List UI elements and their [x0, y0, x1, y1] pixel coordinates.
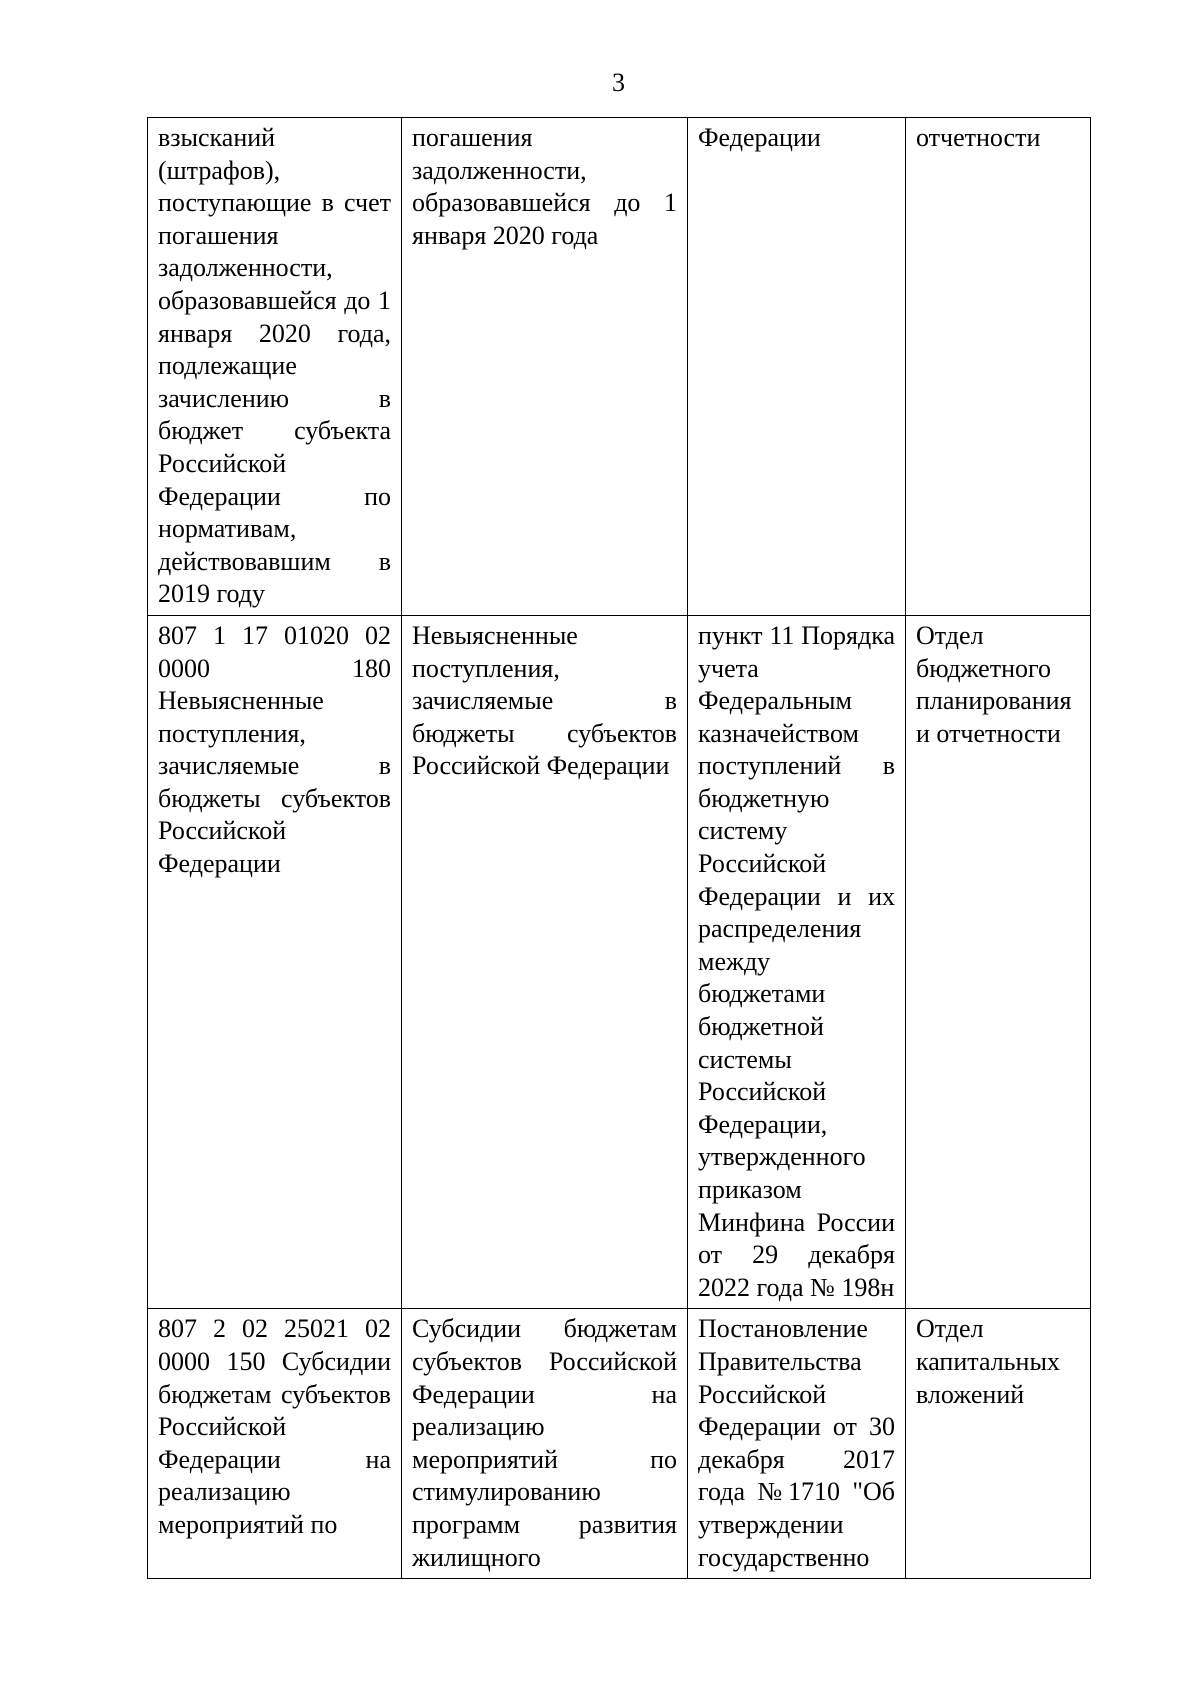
cell-text: Субсидии бюджетам субъектов Российской Федерации на реализацию мероприятий по стимулированию программ развития жилищного [412, 1314, 677, 1572]
cell-text: Отдел бюджетного планирования и отчетности [916, 620, 1072, 748]
cell-text: Невыясненные поступления, зачисляемые в бюджеты субъектов Российской Федерации [412, 620, 677, 781]
cell-text: Отдел капитальных вложений [916, 1314, 1060, 1409]
table-row [148, 1309, 1091, 1579]
budget-codes-table [147, 117, 1091, 1579]
table-cell [148, 118, 402, 616]
table-cell [906, 118, 1091, 616]
table-cell [906, 615, 1091, 1308]
table-cell [402, 118, 688, 616]
table-cell [906, 1309, 1091, 1579]
cell-text: отчетности [916, 123, 1041, 152]
cell-text: Федерации [698, 123, 821, 152]
cell-text: взысканий (штрафов), поступающие в счет погашения задолженности, образовавшейся до 1 января 2020 года, подлежащие зачислению в бюджет субъекта Российской Федерации по нормативам, действовавшим в 2019 году [158, 123, 391, 609]
cell-text: погашения задолженности, образовавшейся до 1 января 2020 года [412, 123, 677, 250]
cell-text: Постановление Правительства Российской Федерации от 30 декабря 2017 года №1710 "Об утверждении государственно [698, 1314, 895, 1572]
table-cell [148, 615, 402, 1308]
table-cell [148, 1309, 402, 1579]
table-cell [402, 1309, 688, 1579]
table-row [148, 118, 1091, 616]
page-number: 3 [612, 68, 625, 97]
cell-text: 807 2 02 25021 02 0000 150 Субсидии бюджетам субъектов Российской Федерации на реализацию мероприятий по [158, 1314, 391, 1539]
table-row [148, 615, 1091, 1308]
table-cell [688, 118, 906, 616]
cell-text: 807 1 17 01020 02 0000 180 Невыясненные поступления, зачисляемые в бюджеты субъектов Российской Федерации [158, 620, 391, 879]
cell-text: пункт 11 Порядка учета Федеральным казначейством поступлений в бюджетную систему Российской Федерации и их распределения между бюджетами бюджетной системы Российской Федерации, утвержденного приказом Минфина России от 29 декабря 2022 года № 198н [698, 620, 895, 1302]
table-cell [688, 615, 906, 1308]
table-cell [402, 615, 688, 1308]
table-cell [688, 1309, 906, 1579]
